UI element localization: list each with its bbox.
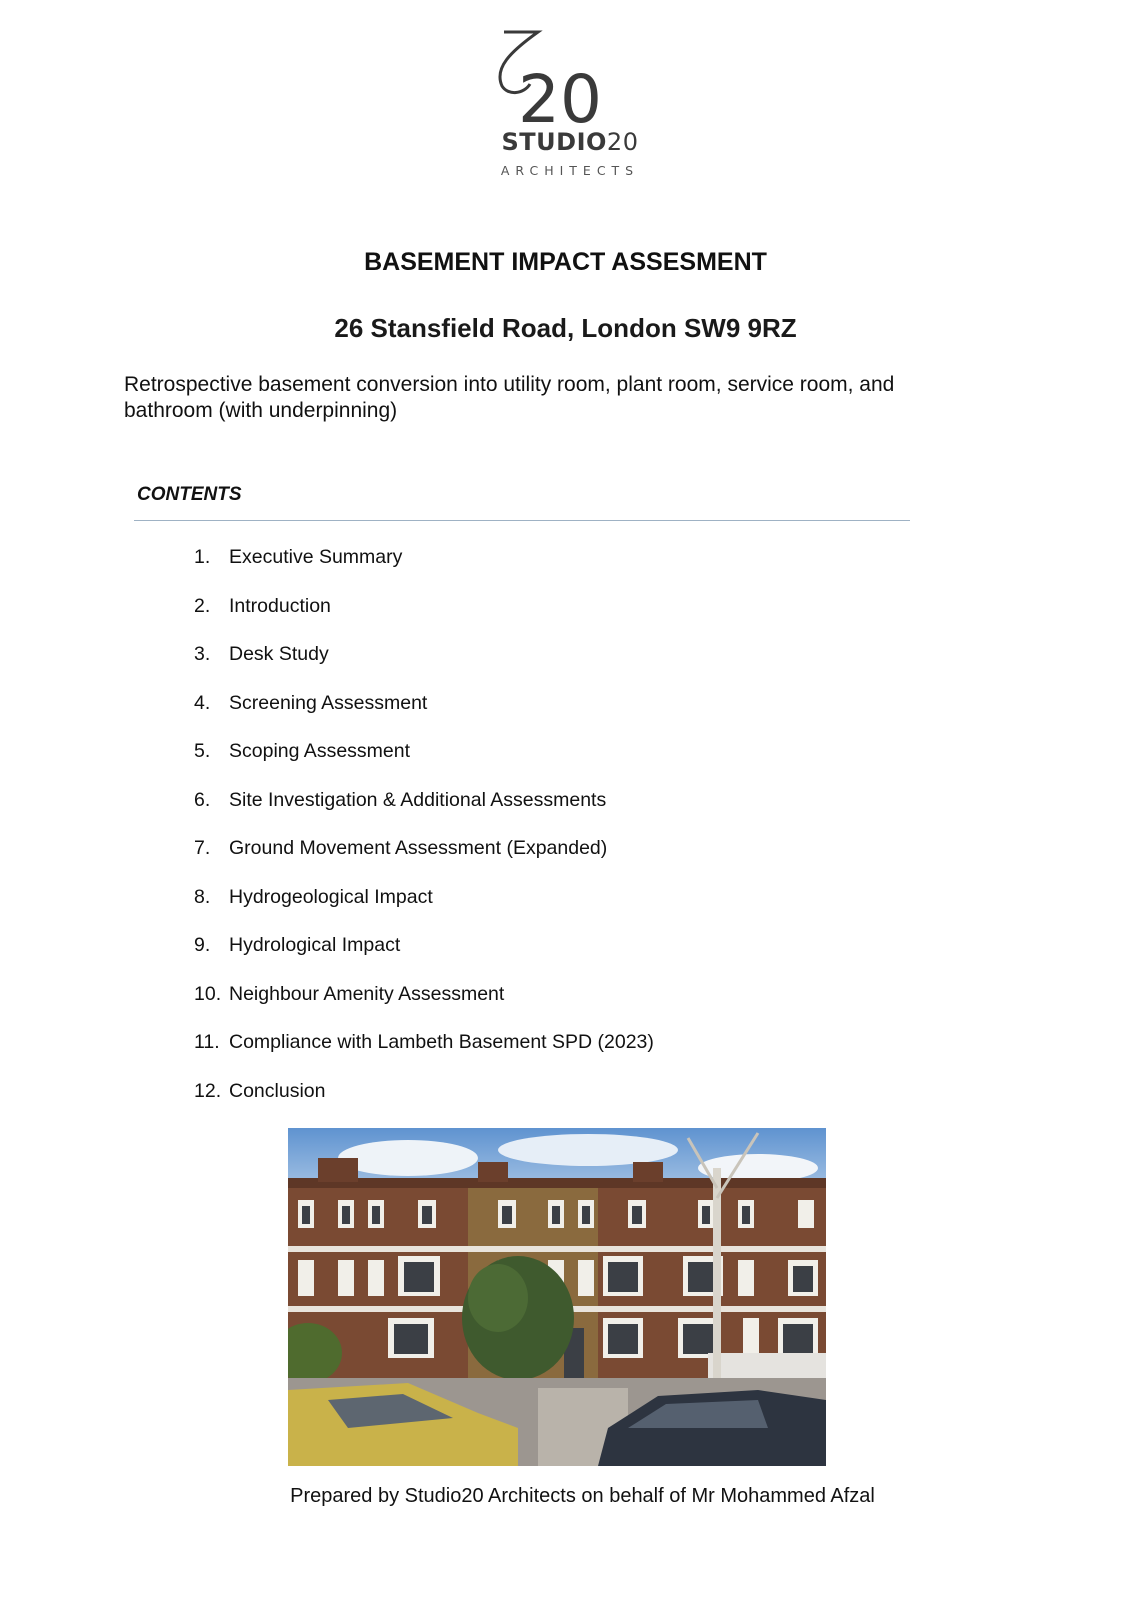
toc-item: 2. Introduction — [194, 594, 331, 617]
prepared-by-note: Prepared by Studio20 Architects on behalf of Mr Mohammed Afzal — [290, 1485, 875, 1507]
project-description: Retrospective basement conversion into utility room, plant room, service room, and bathroom (with underpinning) — [124, 373, 895, 422]
toc-item: 6. Site Investigation & Additional Assessments — [194, 788, 607, 811]
studio20-logo — [490, 28, 650, 188]
street-photo — [288, 1128, 826, 1466]
site-address: 26 Stansfield Road, London SW9 9RZ — [334, 313, 797, 343]
logo-tagline: ARCHITECTS — [500, 163, 640, 178]
toc-item: 4. Screening Assessment — [194, 691, 428, 714]
contents-heading: CONTENTS — [137, 484, 242, 505]
contents-divider — [134, 520, 910, 521]
toc-item: 3. Desk Study — [194, 643, 329, 665]
toc-item: 7. Ground Movement Assessment (Expanded) — [194, 837, 608, 859]
document-title: BASEMENT IMPACT ASSESMENT — [364, 248, 767, 276]
toc-item: 8. Hydrogeological Impact — [194, 885, 433, 908]
logo-brand: STUDIO20 — [501, 128, 639, 156]
studio20-logo-mark — [490, 28, 650, 128]
toc-item: 1. Executive Summary — [194, 546, 403, 568]
logo-mark-number: 20 — [518, 61, 602, 128]
toc-item: 5. Scoping Assessment — [194, 740, 411, 762]
toc-item: 12. Conclusion — [194, 1079, 326, 1102]
table-of-contents — [194, 546, 654, 1128]
toc-item: 10. Neighbour Amenity Assessment — [194, 982, 505, 1005]
toc-item: 11. Compliance with Lambeth Basement SPD (2023) — [194, 1031, 654, 1053]
toc-item: 9. Hydrological Impact — [194, 934, 401, 956]
